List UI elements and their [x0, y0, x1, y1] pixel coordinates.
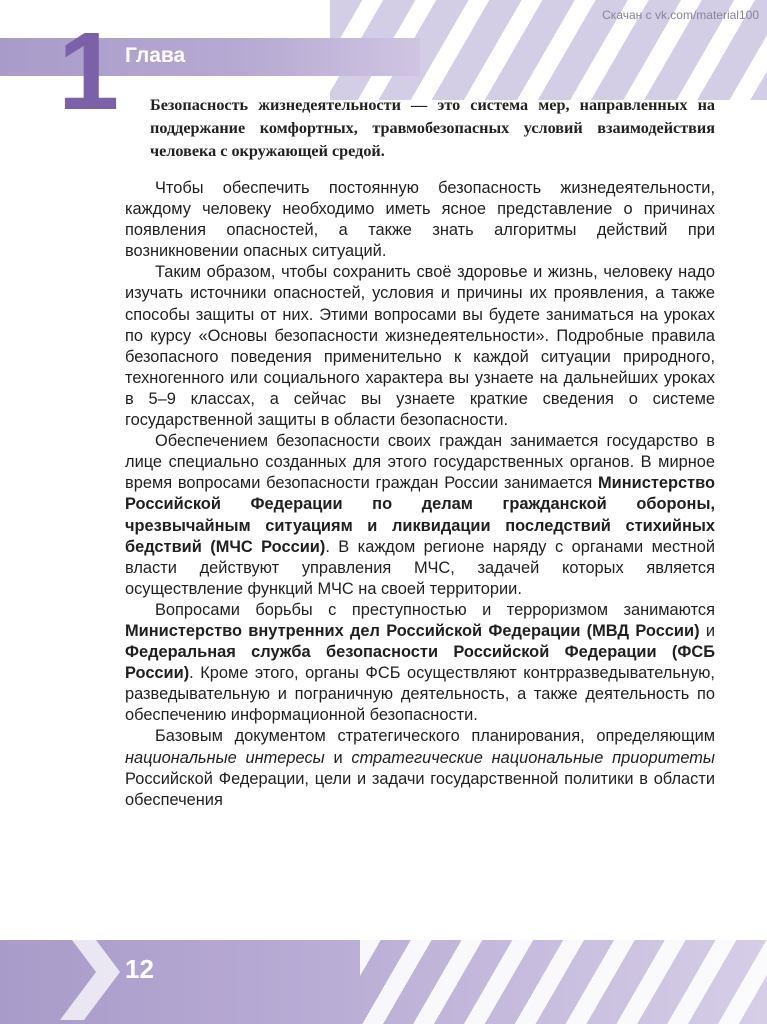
page-number: 12: [125, 954, 154, 984]
paragraph-4-text-e: . Кроме этого, органы ФСБ осуществляют контрразведывательную, разведывательную и пограничную деятельность, а также деятельность по обеспечению информационной безопасности.: [125, 664, 715, 725]
footer-band: [0, 940, 767, 1024]
paragraph-2: Таким образом, чтобы сохранить своё здоровье и жизнь, человеку надо изучать источники опасностей, условия и причины их проявления, а также способы защиты от них. Этими вопросами вы будете заниматься на уроках по курсу «Основы безопасности жизнедеятельности». Подробные правила безопасного поведения применительно к каждой ситуации природного, техногенного или социального характера вы узнаете на дальнейших уроках в 5–9 классах, а сейчас вы узнаете краткие сведения о системе государственной защиты в области безопасности.: [125, 263, 715, 430]
chevron-right-icon: [60, 940, 120, 1020]
paragraph-5-text-c: и: [324, 748, 352, 767]
chapter-label: Глава: [125, 44, 186, 67]
paragraph-3-text-c: . В каждом регионе наряду с органами местной власти действуют управления МЧС, задачей которых является осуществление функций МЧС на своей территории.: [125, 537, 715, 598]
paragraph-1: Чтобы обеспечить постоянную безопасность жизнедеятельности, каждому человеку необходимо иметь ясное представление о причинах появления опасностей, а также знать алгоритмы действий при возникновении опасных ситуаций.: [125, 179, 715, 261]
national-interests-term: национальные интересы: [125, 748, 325, 767]
watermark: Скачан с vk.com/material100: [602, 8, 759, 22]
chapter-number: 1: [58, 10, 116, 133]
paragraph-3-text-a: Обеспечением безопасности своих граждан занимается государство в лице специально созданных для этого государственных органов. В мирное время вопросами безопасности граждан России занимается: [125, 432, 715, 493]
strategic-priorities-term: стратегические национальные приоритеты: [351, 748, 715, 767]
mvd-term: Министерство внутренних дел Российской Федерации (МВД России): [125, 621, 700, 640]
body-text: [125, 178, 715, 811]
paragraph-4-text-a: Вопросами борьбы с преступностью и терроризмом занимаются: [155, 600, 715, 619]
mchs-term: Министерство Российской Федерации по делам гражданской обороны, чрезвычайным ситуациям и ликвидации последствий стихийных бедствий (МЧС России): [125, 474, 715, 556]
paragraph-4-text-c: и: [699, 621, 715, 640]
footer-stripes: [360, 940, 767, 1024]
fsb-term: Федеральная служба безопасности Российской Федерации (ФСБ России): [125, 643, 715, 683]
paragraph-5-text-e: Российской Федерации, цели и задачи государственной политики в области обеспечения: [125, 769, 715, 809]
paragraph-5: [125, 726, 715, 810]
paragraph-3: [125, 431, 715, 600]
intro-definition: Безопасность жизнедеятельности — это система мер, направленных на поддержание комфортных, травмобезопасных условий взаимодействия человека с окружающей средой.: [150, 96, 715, 160]
paragraph-4: [125, 600, 715, 727]
paragraph-5-text-a: Базовым документом стратегического планирования, определяющим: [155, 727, 715, 746]
